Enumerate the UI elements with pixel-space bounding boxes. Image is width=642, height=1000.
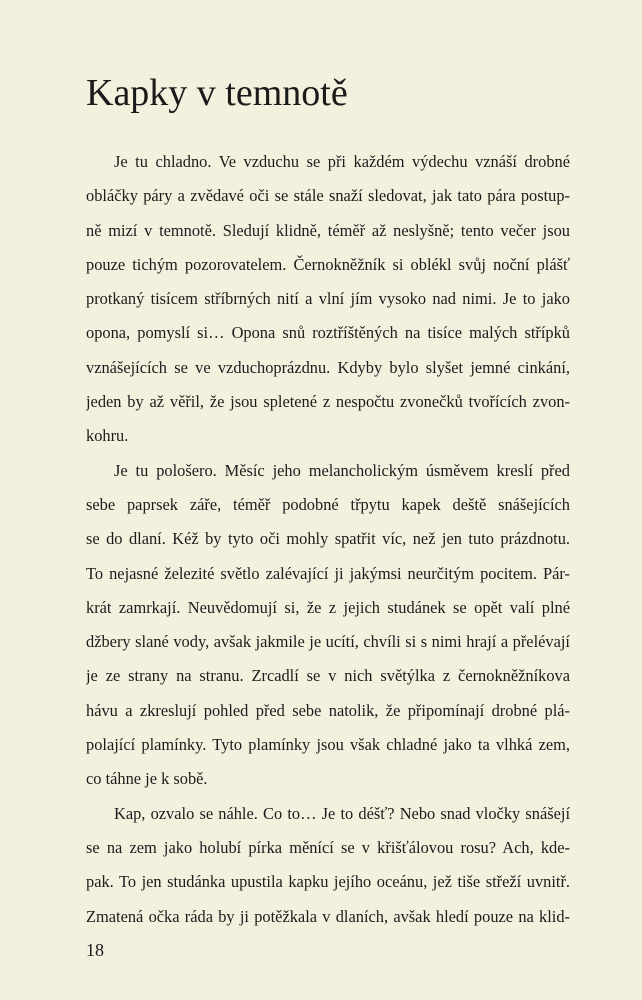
text-line: opona, pomyslí si… Opona snů roztříštěných na tisíce malých střípků	[86, 323, 570, 343]
paragraph	[86, 145, 570, 454]
text-line: jeden by až věřil, že jsou spletené z nespočtu zvonečků tvořících zvon-	[86, 392, 570, 412]
text-line: co táhne je k sobě.	[86, 769, 208, 789]
text-line: se na zem jako holubí pírka měnící se v křišťálovou rosu? Ach, kde-	[86, 837, 570, 857]
text-line: obláčky páry a zvědavé oči se stále snaží sledovat, jak tato pára postup-	[86, 186, 570, 206]
text-line: vznášejících se ve vzduchoprázdnu. Kdyby bylo slyšet jemné cinkání,	[86, 357, 570, 377]
text-line: kohru.	[86, 426, 129, 446]
text-line: sebe paprsek záře, téměř podobné třpytu kapek deště snášejících	[86, 494, 570, 514]
text-line: Kap, ozvalo se náhle. Co to… Je to déšť? Nebo snad vločky snášejí	[114, 803, 570, 823]
text-line: se do dlaní. Kéž by tyto oči mohly spatřit víc, než jen tuto prázdnotu.	[86, 529, 570, 549]
text-line: Je tu chladno. Ve vzduchu se při každém výdechu vznáší drobné	[114, 152, 570, 171]
text-line: krát zamrkají. Neuvědomují si, že z jejich studánek se opět valí plné	[86, 597, 570, 617]
paragraph	[86, 797, 570, 934]
text-line: To nejasné železité světlo zalévající ji jakýmsi neurčitým pocitem. Pár-	[86, 563, 570, 583]
body-text	[86, 145, 570, 934]
text-line: ně mizí v temnotě. Sledují klidně, téměř až neslyšně; tento večer jsou	[86, 220, 570, 240]
text-line: hávu a zkreslují pohled před sebe natolik, že připomínají drobné plá-	[86, 700, 570, 720]
text-line: je ze strany na stranu. Zrcadlí se v nich světýlka z černokněžníkova	[86, 666, 570, 686]
text-line: pak. To jen studánka upustila kapku jejího oceánu, jež tiše střeží uvnitř.	[86, 872, 570, 892]
text-line: Zmatená očka ráda by ji potěžkala v dlaních, avšak hledí pouze na klid-	[86, 906, 570, 926]
paragraph	[86, 454, 570, 797]
text-line: džbery slané vody, avšak jakmile je ucítí, chvíli si s nimi hrají a přelévají	[86, 632, 570, 652]
text-line: Je tu pološero. Měsíc jeho melancholickým úsměvem kreslí před	[114, 460, 570, 480]
text-line: protkaný tisícem stříbrných nití a vlní jím vysoko nad nimi. Je to jako	[86, 289, 570, 309]
text-line: polající plamínky. Tyto plamínky jsou však chladné jako ta vlhká zem,	[86, 735, 570, 755]
page-number: 18	[86, 940, 104, 960]
text-line: pouze tichým pozorovatelem. Černokněžník si oblékl svůj noční plášť	[86, 254, 570, 274]
chapter-title: Kapky v temnotě	[86, 72, 348, 114]
